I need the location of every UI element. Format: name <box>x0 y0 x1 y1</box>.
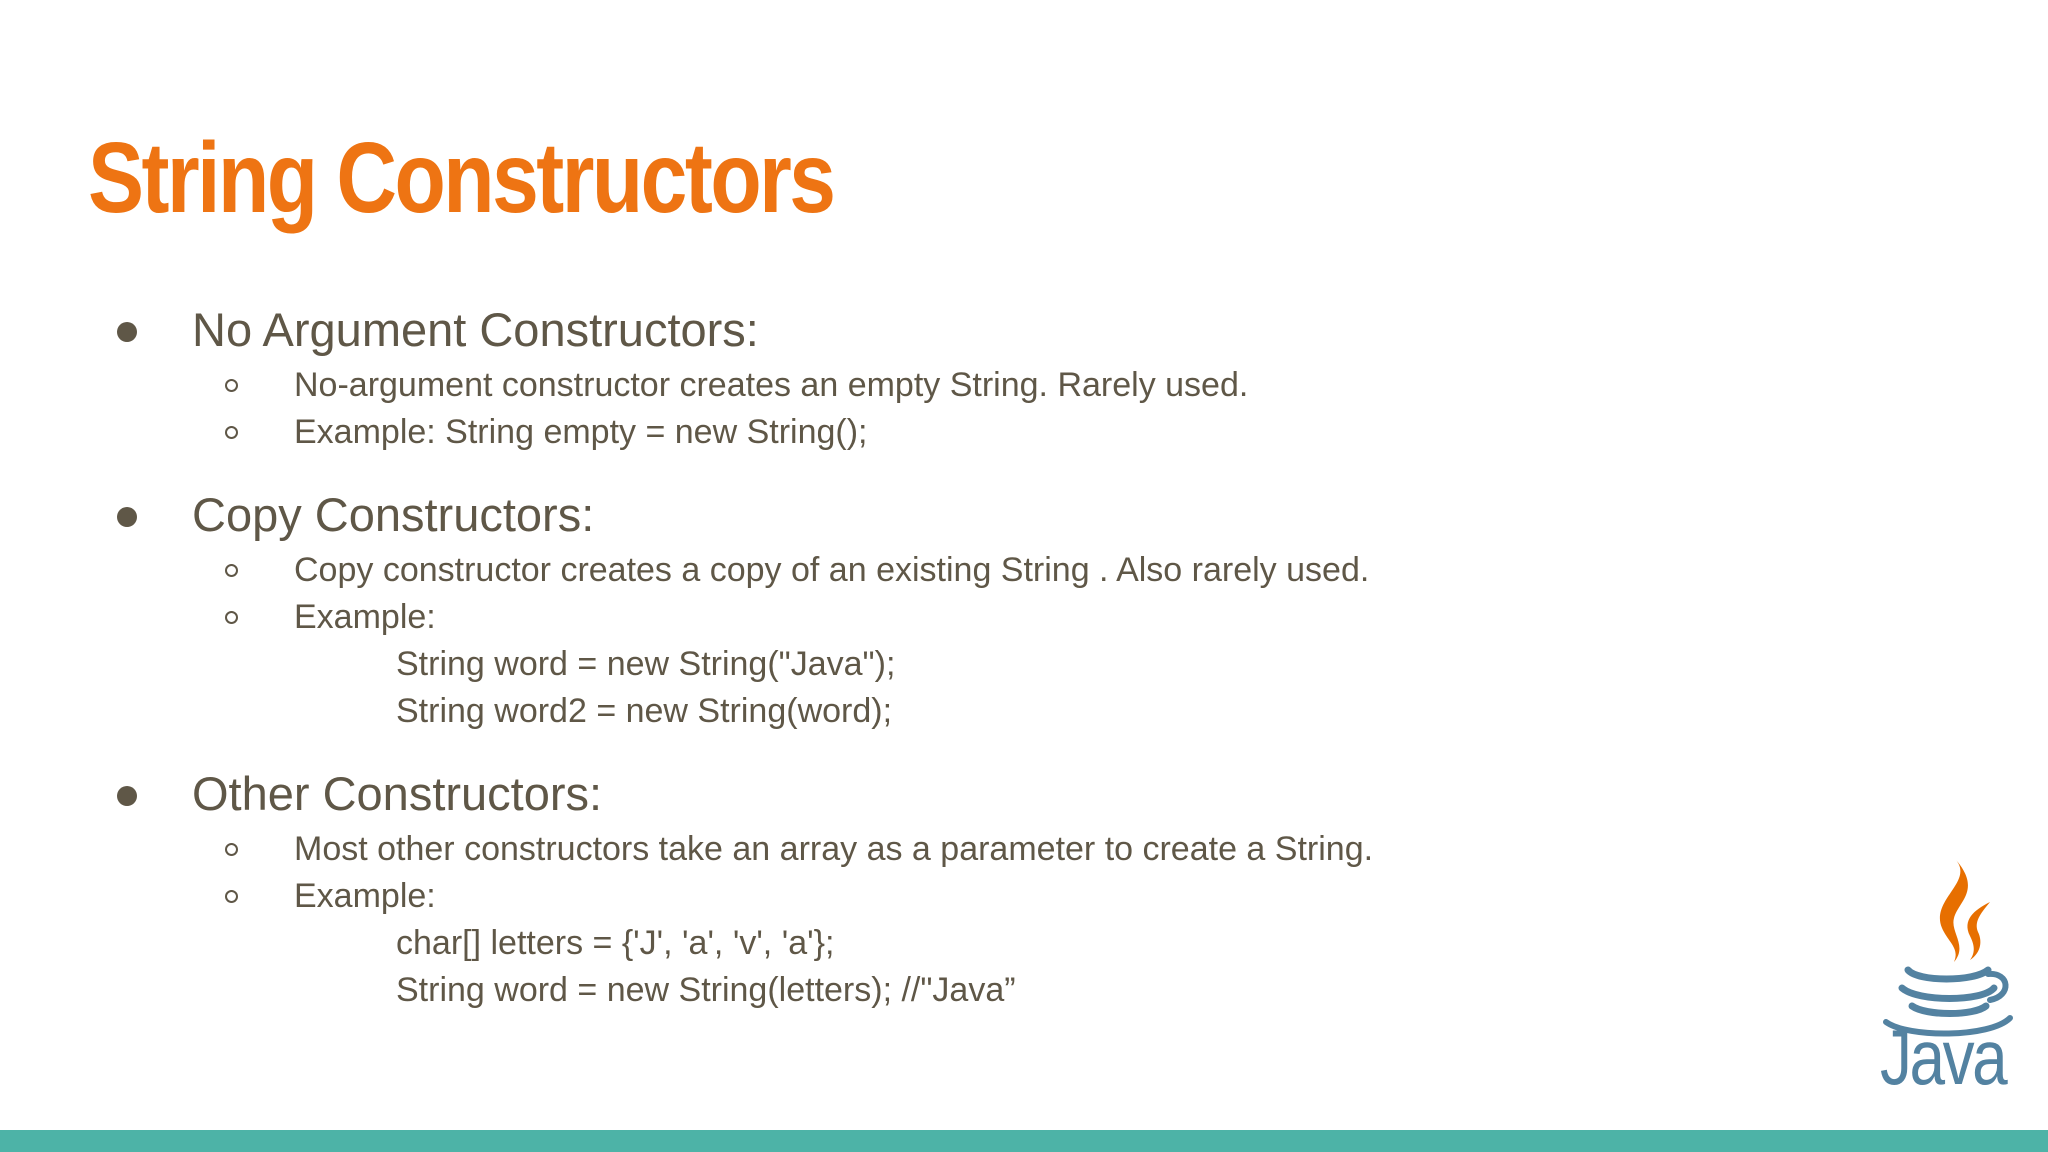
list-item: Example: String empty = new String(); <box>294 413 868 451</box>
list-item: Most other constructors take an array as a parameter to create a String. <box>294 830 1374 868</box>
section-heading: No Argument Constructors: <box>192 303 759 356</box>
sub-bullet-icon <box>225 890 238 903</box>
java-wordmark: Java <box>1880 1013 2006 1101</box>
list-item: Example: <box>294 877 436 915</box>
bullet-icon <box>117 322 137 342</box>
sub-bullet-icon <box>225 426 238 439</box>
section-heading: Copy Constructors: <box>192 488 595 541</box>
code-line: String word = new String(letters); //"Java” <box>396 971 1016 1009</box>
list-item: No-argument constructor creates an empty String. Rarely used. <box>294 366 1249 404</box>
sub-bullet-icon <box>225 611 238 624</box>
bullet-icon <box>117 786 137 806</box>
list-item: Example: <box>294 598 436 636</box>
sub-bullet-icon <box>225 379 238 392</box>
slide-title: String Constructors <box>88 122 834 234</box>
footer-bar <box>0 1130 2048 1152</box>
section-heading: Other Constructors: <box>192 767 603 820</box>
code-line: char[] letters = {'J', 'a', 'v', 'a'}; <box>396 924 835 962</box>
list-item: Copy constructor creates a copy of an existing String . Also rarely used. <box>294 551 1370 589</box>
sub-bullet-icon <box>225 843 238 856</box>
bullet-icon <box>117 507 137 527</box>
code-line: String word2 = new String(word); <box>396 692 893 730</box>
sub-bullet-icon <box>225 564 238 577</box>
code-line: String word = new String("Java"); <box>396 645 896 683</box>
